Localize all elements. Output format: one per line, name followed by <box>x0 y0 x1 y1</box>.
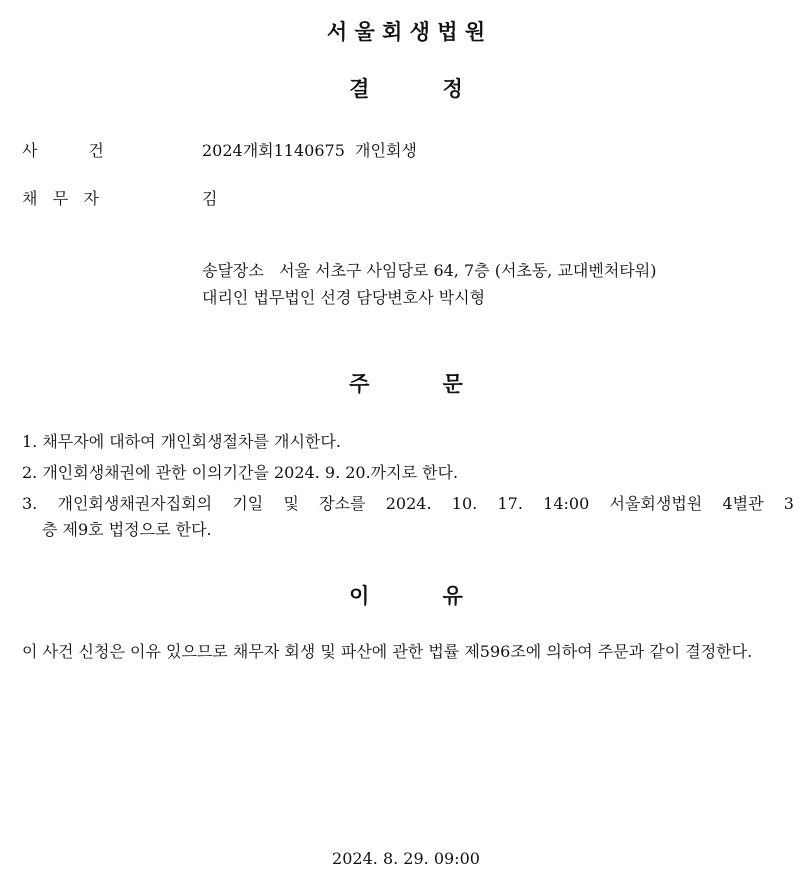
order-list <box>22 426 794 545</box>
order-item-3: 3. 개인회생채권자집회의 기일 및 장소를 2024. 10. 17. 14:00 서울회생법원 4별관 3 <box>22 494 794 513</box>
reason-title: 이 유 <box>349 584 463 608</box>
reason-text: 이 사건 신청은 이유 있으므로 채무자 회생 및 파산에 관한 법률 제596조에 의하여 주문과 같이 결정한다. <box>22 642 753 661</box>
order-item-3-continued: 층 제9호 법정으로 한다. <box>42 520 212 539</box>
order-title: 주 문 <box>349 372 463 396</box>
document-title: 결 정 <box>349 77 463 101</box>
court-name: 서 울 회 생 법 원 <box>326 20 486 44</box>
representative: 대리인 법무법인 선경 담당변호사 박시형 <box>202 288 486 307</box>
decision-date: 2024. 8. 29. 09:00 <box>332 849 480 868</box>
debtor-label: 채 무 자 <box>22 189 99 208</box>
order-item-2: 2. 개인회생채권에 관한 이의기간을 2024. 9. 20.까지로 한다. <box>22 463 459 482</box>
order-item-1: 1. 채무자에 대하여 개인회생절차를 개시한다. <box>22 432 341 451</box>
debtor-value: 김 <box>202 189 218 208</box>
case-value: 2024개회1140675 개인회생 <box>202 141 417 160</box>
service-address: 송달장소 서울 서초구 사임당로 64, 7층 (서초동, 교대벤처타워) <box>202 261 657 280</box>
case-label: 사 건 <box>22 141 104 160</box>
